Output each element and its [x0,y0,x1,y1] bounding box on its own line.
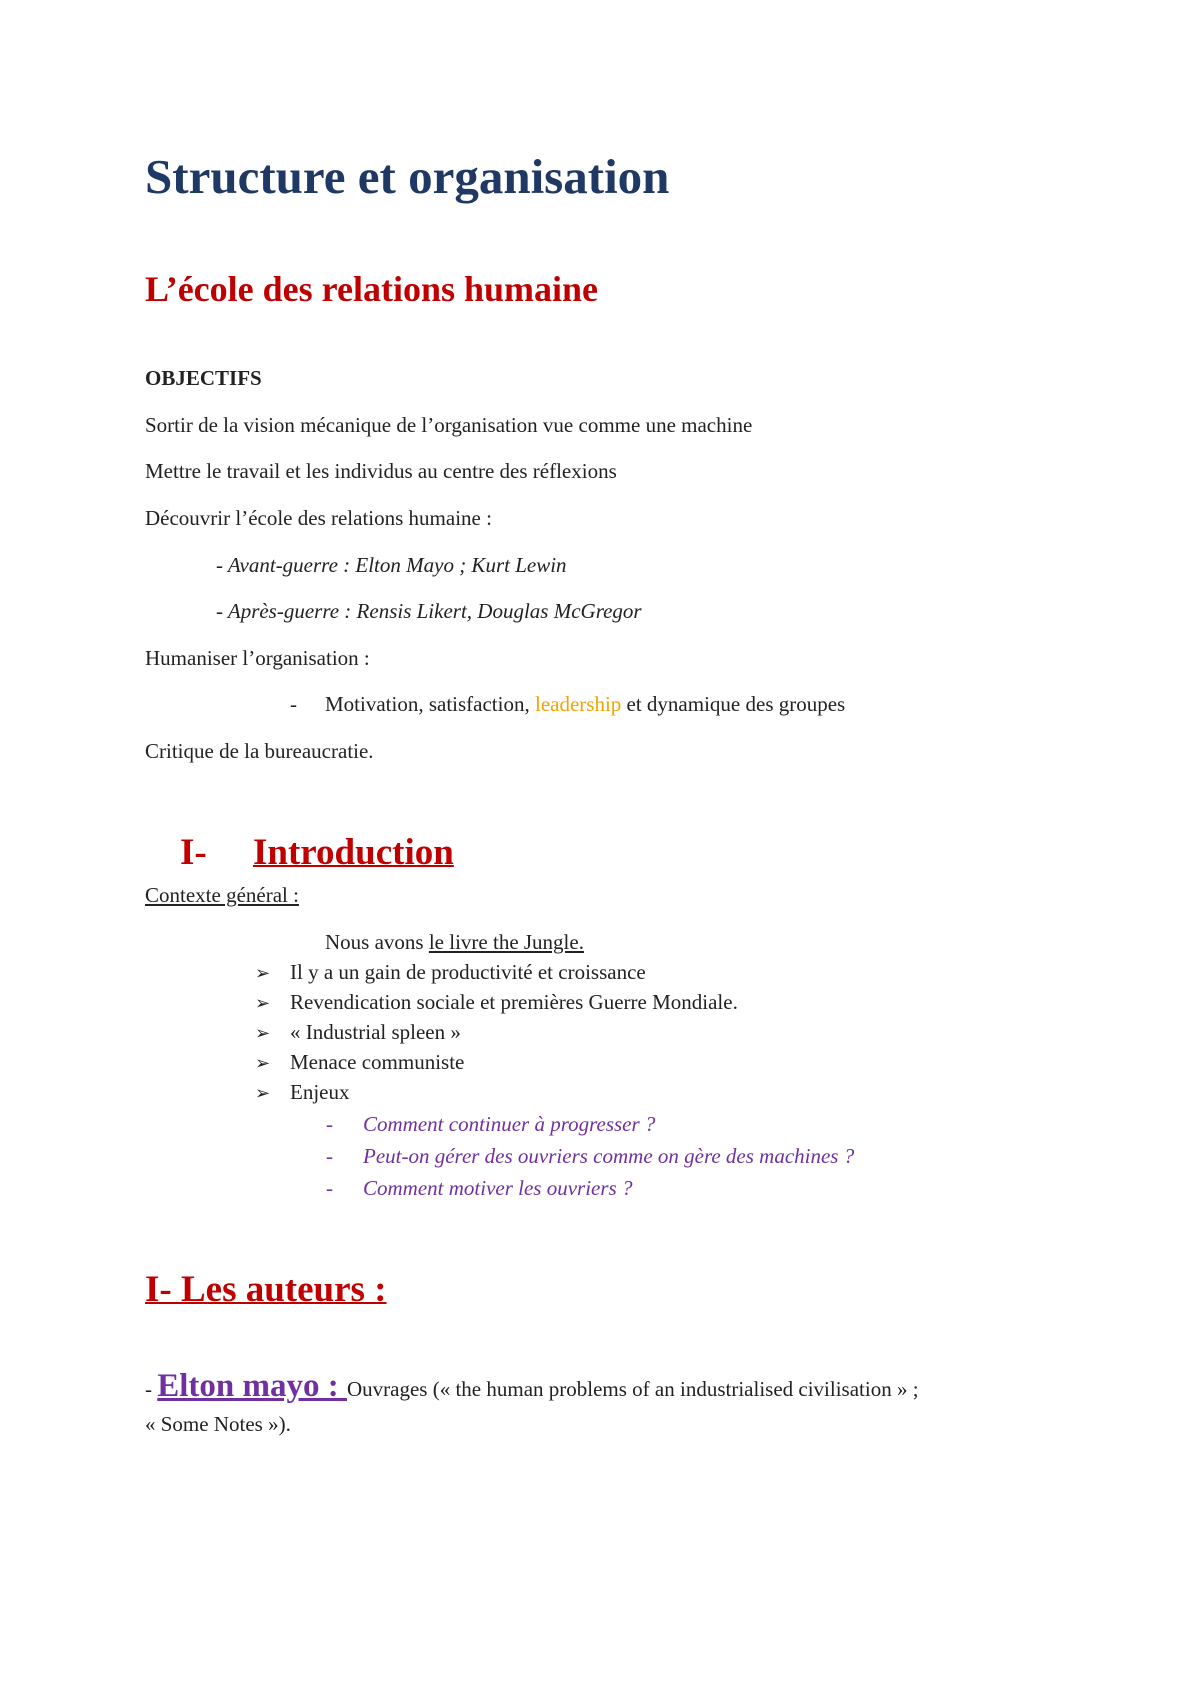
arrow-list-item [255,1080,349,1105]
objective-line-4: Humaniser l’organisation : [145,646,370,670]
arrow-list-item [255,990,738,1015]
objective-line-3: Découvrir l’école des relations humaine : [145,506,492,530]
document-subtitle: L’école des relations humaine [145,269,599,309]
section-1-title: Introduction [253,832,454,873]
arrow-item-text: Il y a un gain de productivité et croissance [290,960,646,984]
arrow-item-text: Menace communiste [290,1050,465,1074]
context-label: Contexte général : [145,883,299,907]
arrow-list-item [255,960,646,985]
arrow-list-item [255,1050,464,1075]
objective-line-5: Critique de la bureaucratie. [145,739,374,763]
document-title: Structure et organisation [145,149,670,204]
author-name: Elton mayo : [157,1368,347,1404]
arrow-item-text: Revendication sociale et premières Guerre Mondiale. [290,990,738,1014]
objective-sub-2: - Après-guerre : Rensis Likert, Douglas McGregor [216,599,642,623]
objective-bullet [290,692,845,717]
arrow-bullet-icon: ➢ [255,1023,271,1044]
question-dash: - [326,1176,333,1200]
question-text: Peut-on gérer des ouvriers comme on gère des machines ? [363,1144,855,1168]
question-item [326,1112,655,1137]
objective-line-1: Sortir de la vision mécanique de l’organisation vue comme une machine [145,413,753,437]
arrow-item-text: Enjeux [290,1080,350,1104]
bullet-text-post: et dynamique des groupes [621,692,846,716]
objective-sub-1: - Avant-guerre : Elton Mayo ; Kurt Lewin [216,553,567,577]
section-1-number: I- [180,832,207,873]
section-2-title: I- Les auteurs : [145,1269,387,1310]
intro-text: Nous avons [325,930,429,954]
arrow-bullet-icon: ➢ [255,963,271,984]
bullet-accent-word: leadership [534,692,622,716]
arrow-bullet-icon: ➢ [255,993,271,1014]
intro-book-title: le livre the Jungle. [428,930,584,954]
question-text: Comment continuer à progresser ? [363,1112,656,1136]
author-line [145,1368,919,1405]
author-dash: - [145,1377,158,1401]
question-item [326,1176,632,1201]
objectives-heading: OBJECTIFS [145,366,262,390]
author-works-continued: « Some Notes »). [145,1412,291,1436]
bullet-text-pre: Motivation, satisfaction, [325,692,535,716]
intro-line [325,930,584,955]
objective-line-2: Mettre le travail et les individus au centre des réflexions [145,459,617,483]
arrow-list-item [255,1020,461,1045]
question-item [326,1144,854,1169]
question-text: Comment motiver les ouvriers ? [363,1176,633,1200]
arrow-bullet-icon: ➢ [255,1083,271,1104]
bullet-dash: - [290,692,297,716]
question-dash: - [326,1144,333,1168]
arrow-bullet-icon: ➢ [255,1053,271,1074]
question-dash: - [326,1112,333,1136]
arrow-item-text: « Industrial spleen » [290,1020,461,1044]
author-works: Ouvrages (« the human problems of an industrialised civilisation » ; [347,1377,919,1401]
